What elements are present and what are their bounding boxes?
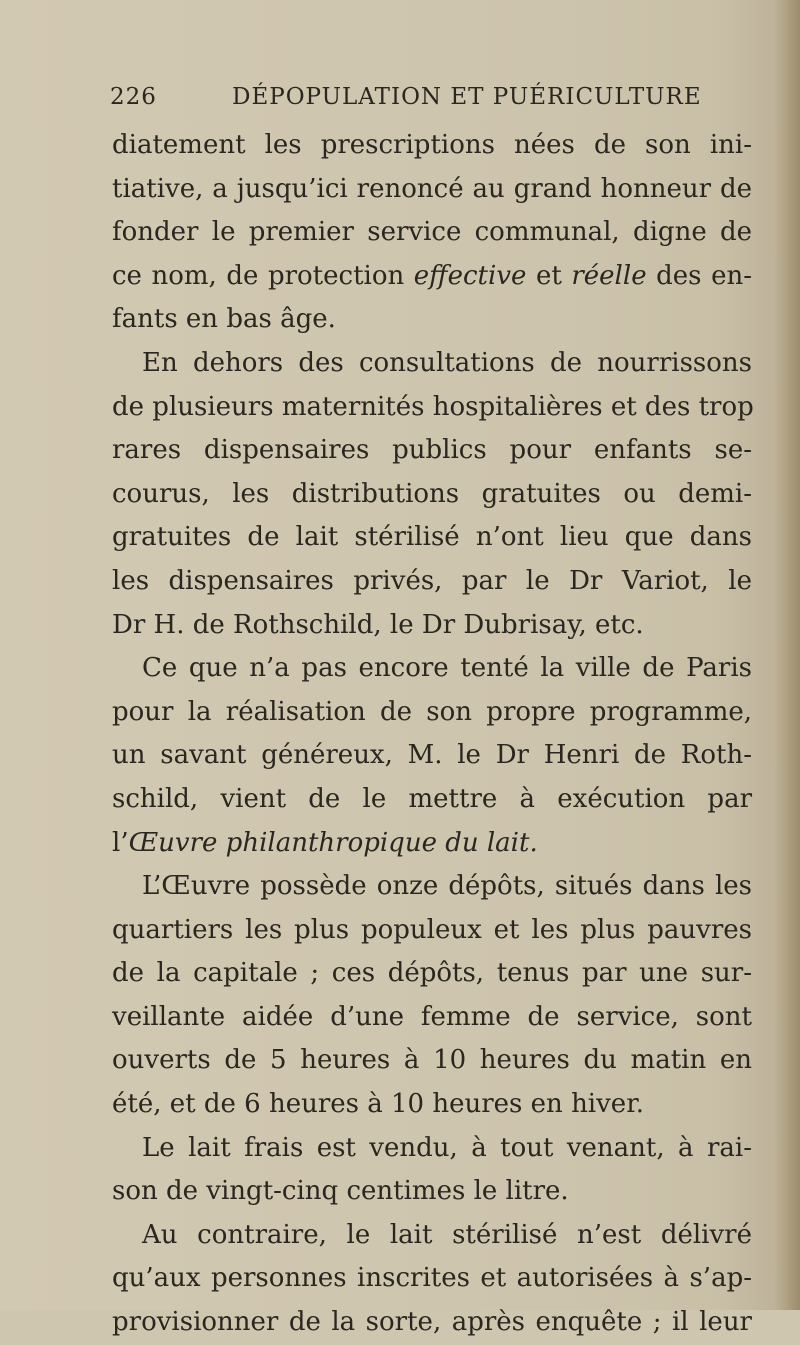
text-line: son de vingt-cinq centimes le litre. xyxy=(112,1176,569,1207)
text-line: diatement les prescriptions nées de son ini- xyxy=(112,130,752,160)
text-line xyxy=(112,822,752,866)
text-run: l’ xyxy=(112,827,129,858)
text-line: ouverts de 5 heures à 10 heures du matin en xyxy=(112,1045,752,1076)
paragraph-start-line: En dehors des consultations de nourrissons xyxy=(142,347,752,378)
text-run: ce nom, de protection xyxy=(112,260,414,291)
page-edge-shadow xyxy=(774,0,800,1310)
text-line: provisionner de la sorte, après enquête ; il leur xyxy=(112,1307,752,1338)
text-line: de plusieurs maternités hospitalières et des trop xyxy=(112,391,754,422)
text-line: tiative, a jusqu’ici renoncé au grand honneur de xyxy=(112,173,752,204)
text-line: gratuites de lait stérilisé n’ont lieu que dans xyxy=(112,522,752,553)
text-line: quartiers les plus populeux et les plus pauvres xyxy=(112,914,752,945)
text-line: un savant généreux, M. le Dr Henri de Roth- xyxy=(112,740,752,771)
running-head: DÉPOPULATION ET PUÉRICULTURE xyxy=(232,84,702,110)
paragraph-start-line: Ce que n’a pas encore tenté la ville de Paris xyxy=(142,653,752,684)
body-text xyxy=(112,124,752,1345)
italic-run: réelle xyxy=(571,260,647,291)
paragraph-start-line: Le lait frais est vendu, à tout venant, à rai- xyxy=(142,1132,752,1163)
text-line: schild, vient de le mettre à exécution par xyxy=(112,783,752,814)
italic-run: Œuvre philanthropique du lait. xyxy=(128,827,538,858)
text-line: fonder le premier service communal, digne de xyxy=(112,217,752,248)
italic-run: effective xyxy=(413,260,527,291)
text-line: fants en bas âge. xyxy=(112,304,336,335)
text-line: de la capitale ; ces dépôts, tenus par une sur- xyxy=(112,958,752,989)
paragraph-start-line: Au contraire, le lait stérilisé n’est délivré xyxy=(142,1219,752,1250)
paragraph-start-line: L’Œuvre possède onze dépôts, situés dans les xyxy=(142,871,752,902)
page-number: 226 xyxy=(110,84,157,110)
text-run: des en- xyxy=(646,260,752,291)
text-line: courus, les distributions gratuites ou demi- xyxy=(112,478,752,509)
text-line: pour la réalisation de son propre programme, xyxy=(112,696,752,727)
text-line: qu’aux personnes inscrites et autorisées à s’ap- xyxy=(112,1263,752,1294)
text-line: été, et de 6 heures à 10 heures en hiver. xyxy=(112,1089,645,1120)
text-line: rares dispensaires publics pour enfants se- xyxy=(112,435,752,466)
text-run: et xyxy=(526,260,572,291)
text-line: Dr H. de Rothschild, le Dr Dubrisay, etc. xyxy=(112,609,644,640)
text-line xyxy=(112,255,752,299)
text-line: les dispensaires privés, par le Dr Variot, le xyxy=(112,565,752,596)
text-line: veillante aidée d’une femme de service, sont xyxy=(112,1001,752,1032)
